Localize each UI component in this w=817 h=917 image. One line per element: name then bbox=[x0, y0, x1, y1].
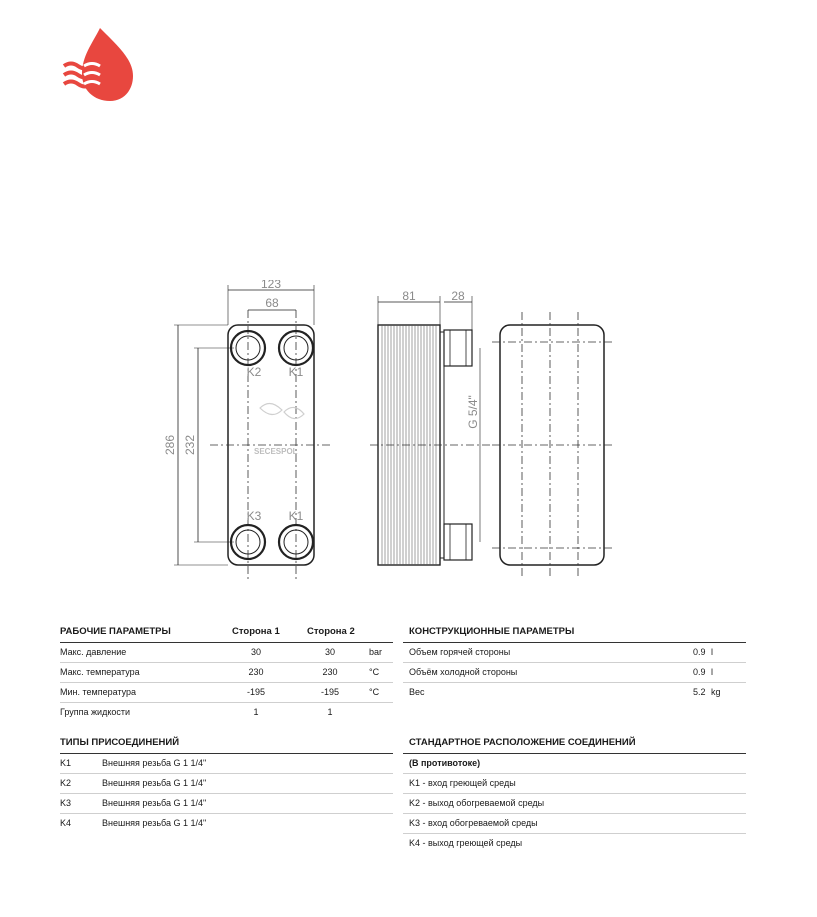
port-label-k1-top: K1 bbox=[288, 365, 304, 379]
section-title: ТИПЫ ПРИСОЕДИНЕНИЙ bbox=[60, 737, 180, 748]
construction-parameters-table bbox=[403, 622, 746, 702]
table-cell: K1 bbox=[60, 758, 72, 768]
table-row bbox=[60, 663, 393, 683]
dim-port-height: 232 bbox=[183, 434, 197, 456]
section-title: РАБОЧИЕ ПАРАМЕТРЫ bbox=[60, 626, 171, 637]
section-title: КОНСТРУКЦИОННЫЕ ПАРАМЕТРЫ bbox=[409, 626, 575, 637]
table-cell: SECESPOL bbox=[254, 447, 298, 456]
table-cell: 1 bbox=[327, 707, 333, 717]
table-cell: Внешняя резьба G 1 1/4" bbox=[102, 778, 207, 788]
table-cell: 230 bbox=[248, 667, 264, 677]
table-cell: Макс. температура bbox=[60, 667, 140, 677]
table-cell: Макс. давление bbox=[60, 647, 127, 657]
table-cell: 1 bbox=[253, 707, 259, 717]
table-cell: l bbox=[711, 647, 713, 657]
table-cell: °C bbox=[369, 667, 380, 677]
front-view bbox=[174, 285, 330, 580]
table-row bbox=[60, 754, 393, 774]
table-row bbox=[403, 683, 746, 702]
manufacturer-stamp bbox=[254, 403, 304, 456]
connection-types-table bbox=[60, 733, 393, 833]
table-cell: 230 bbox=[322, 667, 338, 677]
table-cell: bar bbox=[369, 647, 383, 657]
table-cell: -195 bbox=[246, 687, 265, 697]
table-cell: Мин. температура bbox=[60, 687, 137, 697]
table-cell: 0.9 bbox=[693, 667, 706, 677]
table-row bbox=[403, 663, 746, 683]
water-heat-drop-logo bbox=[62, 26, 134, 104]
table-cell: Внешняя резьба G 1 1/4" bbox=[102, 758, 207, 768]
table-cell: Вес bbox=[409, 687, 425, 697]
table-row bbox=[60, 703, 393, 722]
side-view bbox=[370, 296, 490, 565]
rear-view bbox=[492, 312, 612, 578]
table-cell: Объём холодной стороны bbox=[409, 667, 518, 677]
heat-exchanger-drawing bbox=[150, 280, 630, 585]
table-header bbox=[403, 733, 746, 754]
table-row bbox=[403, 774, 746, 794]
table-cell: K2 bbox=[60, 778, 72, 788]
table-cell: Группа жидкости bbox=[60, 707, 131, 717]
layout-subtitle bbox=[403, 754, 746, 774]
column-side-1: Сторона 1 bbox=[232, 626, 280, 637]
table-cell: K3 bbox=[60, 798, 72, 808]
dim-height-total: 286 bbox=[163, 434, 177, 456]
table-row bbox=[60, 643, 393, 663]
table-cell: 0.9 bbox=[693, 647, 706, 657]
table-cell: l bbox=[711, 667, 713, 677]
table-row bbox=[60, 774, 393, 794]
port-label-k2: K2 bbox=[246, 365, 262, 379]
dim-width-total: 123 bbox=[260, 280, 282, 291]
table-cell: Внешняя резьба G 1 1/4" bbox=[102, 798, 207, 808]
table-cell: Внешняя резьба G 1 1/4" bbox=[102, 818, 207, 828]
table-cell: K3 - вход обогреваемой среды bbox=[409, 818, 538, 828]
table-row bbox=[60, 794, 393, 814]
table-row bbox=[403, 643, 746, 663]
table-row bbox=[403, 834, 746, 853]
table-cell: 30 bbox=[324, 647, 335, 657]
standard-layout-table bbox=[403, 733, 746, 853]
table-cell: Объем горячей стороны bbox=[409, 647, 511, 657]
table-row bbox=[403, 794, 746, 814]
table-cell: (В противотоке) bbox=[409, 758, 481, 768]
working-parameters-table bbox=[60, 622, 393, 722]
table-cell: °C bbox=[369, 687, 380, 697]
table-cell: -195 bbox=[320, 687, 339, 697]
section-title: СТАНДАРТНОЕ РАСПОЛОЖЕНИЕ СОЕДИНЕНИЙ bbox=[409, 737, 636, 748]
table-header bbox=[403, 622, 746, 643]
thread-label: G 5/4" bbox=[466, 395, 480, 429]
port-label-k3: K3 bbox=[246, 509, 262, 523]
table-cell: kg bbox=[711, 687, 721, 697]
column-side-2: Сторона 2 bbox=[307, 626, 355, 637]
table-cell: K2 - выход обогреваемой среды bbox=[409, 798, 545, 808]
table-row bbox=[60, 814, 393, 833]
table-header bbox=[60, 622, 393, 643]
dim-depth: 81 bbox=[402, 289, 416, 303]
table-cell: K4 - выход греющей среды bbox=[409, 838, 523, 848]
dim-port-spacing: 68 bbox=[265, 296, 279, 310]
table-cell: K4 bbox=[60, 818, 72, 828]
table-cell: 30 bbox=[250, 647, 261, 657]
table-row bbox=[60, 683, 393, 703]
dim-nozzle: 28 bbox=[451, 289, 465, 303]
table-cell: K1 - вход греющей среды bbox=[409, 778, 516, 788]
table-cell: 5.2 bbox=[693, 687, 706, 697]
table-header bbox=[60, 733, 393, 754]
port-label-k1-bottom: K1 bbox=[288, 509, 304, 523]
table-row bbox=[403, 814, 746, 834]
